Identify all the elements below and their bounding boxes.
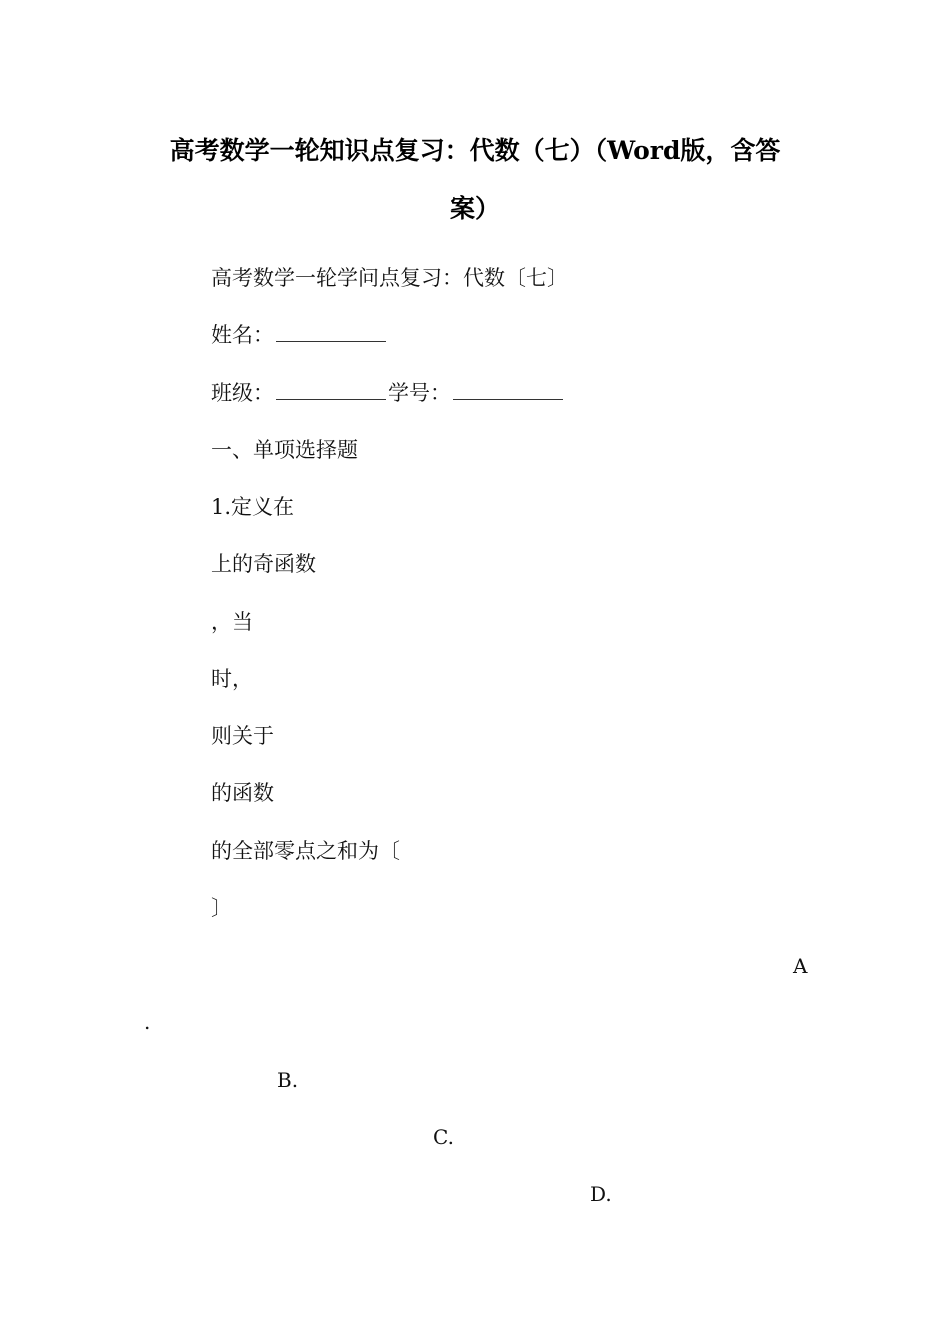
question-line: ，当 [211, 610, 253, 634]
option-a-label: A [793, 954, 808, 978]
class-label: 班级： [211, 381, 274, 405]
section-heading: 一、单项选择题 [211, 438, 358, 462]
class-blank [276, 381, 386, 400]
question-line: 的函数 [211, 781, 274, 805]
question-line: 1.定义在 [211, 495, 295, 519]
question-line: 时， [211, 667, 253, 691]
question-line: 的全部零点之和为〔 [211, 839, 400, 863]
name-field-row [211, 322, 388, 348]
document-subtitle: 高考数学一轮学问点复习：代数〔七〕 [211, 266, 568, 290]
option-d-label: D. [590, 1182, 612, 1206]
name-blank [276, 323, 386, 342]
class-field-row [211, 380, 565, 406]
question-line: 则关于 [211, 724, 274, 748]
document-title-line-2: 案） [449, 194, 500, 223]
name-label: 姓名： [211, 323, 274, 347]
option-a-dot: . [144, 1010, 151, 1034]
student-no-blank [453, 381, 563, 400]
student-no-label: 学号： [388, 381, 451, 405]
option-b-label: B. [277, 1068, 299, 1092]
document-title-line-1: 高考数学一轮知识点复习：代数（七）（Word版，含答 [169, 136, 781, 165]
option-c-label: C. [433, 1125, 454, 1149]
question-line: 〕 [211, 896, 232, 920]
question-line: 上的奇函数 [211, 552, 316, 576]
